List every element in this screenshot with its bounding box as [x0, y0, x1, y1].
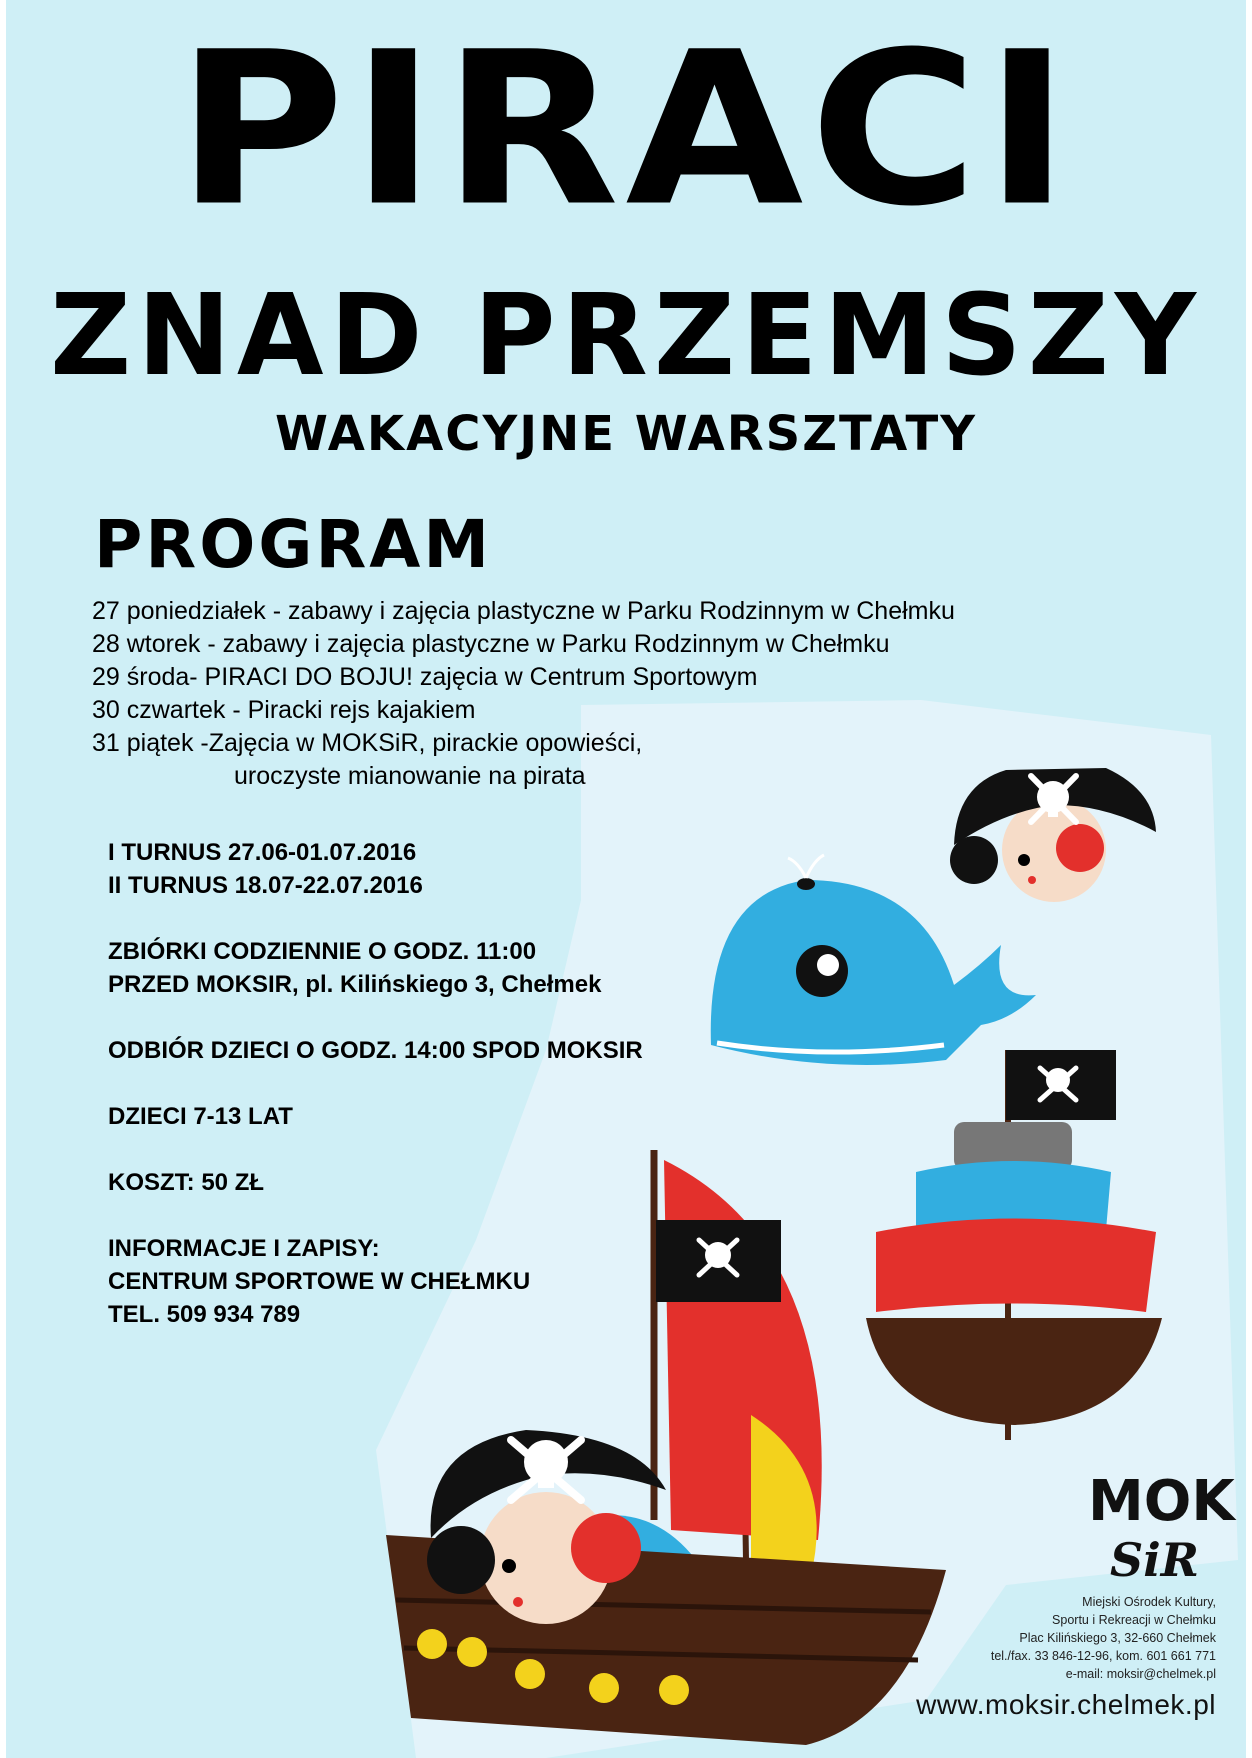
logo-text-bottom: SiR: [1110, 1533, 1199, 1587]
org-email: e-mail: moksir@chelmek.pl: [1065, 1667, 1216, 1681]
schedule-item: 30 czwartek - Piracki rejs kajakiem: [92, 696, 476, 724]
info-heading: INFORMACJE I ZAPISY:: [108, 1235, 380, 1262]
program-heading: PROGRAM: [94, 506, 493, 583]
schedule-list: [92, 595, 955, 793]
poster-subtitle: ZNAD PRZEMSZY: [49, 271, 1203, 401]
info-block: [108, 836, 643, 1331]
poster: [6, 0, 1246, 1758]
org-phone: tel./fax. 33 846-12-96, kom. 601 661 771: [990, 1649, 1216, 1663]
info-phone: TEL. 509 934 789: [108, 1301, 301, 1328]
moksir-logo: [1088, 1468, 1235, 1587]
organization-footer: [916, 1593, 1216, 1721]
age-info: DZIECI 7-13 LAT: [108, 1103, 293, 1130]
poster-tagline: WAKACYJNE WARSZTATY: [274, 406, 977, 462]
logo-text-top: MOK: [1088, 1469, 1235, 1534]
org-name-line2: Sportu i Rekreacji w Chełmku: [1052, 1613, 1216, 1627]
schedule-item: 29 środa- PIRACI DO BOJU! zajęcia w Centrum Sportowym: [92, 663, 758, 691]
cost-info: KOSZT: 50 ZŁ: [108, 1169, 265, 1196]
poster-title: PIRACI: [176, 7, 1076, 254]
schedule-item: 28 wtorek - zabawy i zajęcia plastyczne w Parku Rodzinnym w Chełmku: [92, 630, 890, 658]
turnus-1: I TURNUS 27.06-01.07.2016: [108, 839, 417, 866]
schedule-item: 31 piątek -Zajęcia w MOKSiR, pirackie opowieści,: [92, 729, 643, 757]
pickup-info: ODBIÓR DZIECI O GODZ. 14:00 SPOD MOKSIR: [108, 1037, 643, 1064]
website-link[interactable]: www.moksir.chelmek.pl: [916, 1689, 1216, 1720]
meeting-place: PRZED MOKSIR, pl. Kilińskiego 3, Chełmek: [108, 971, 602, 998]
schedule-item-continuation: uroczyste mianowanie na pirata: [234, 762, 586, 790]
schedule-item: 27 poniedziałek - zabawy i zajęcia plastyczne w Parku Rodzinnym w Chełmku: [92, 597, 955, 625]
info-place: CENTRUM SPORTOWE W CHEŁMKU: [108, 1268, 531, 1295]
org-address: Plac Kilińskiego 3, 32-660 Chełmek: [1019, 1631, 1216, 1645]
org-name-line1: Miejski Ośrodek Kultury,: [1082, 1595, 1216, 1609]
meeting-time: ZBIÓRKI CODZIENNIE O GODZ. 11:00: [108, 938, 537, 965]
turnus-2: II TURNUS 18.07-22.07.2016: [108, 872, 423, 899]
